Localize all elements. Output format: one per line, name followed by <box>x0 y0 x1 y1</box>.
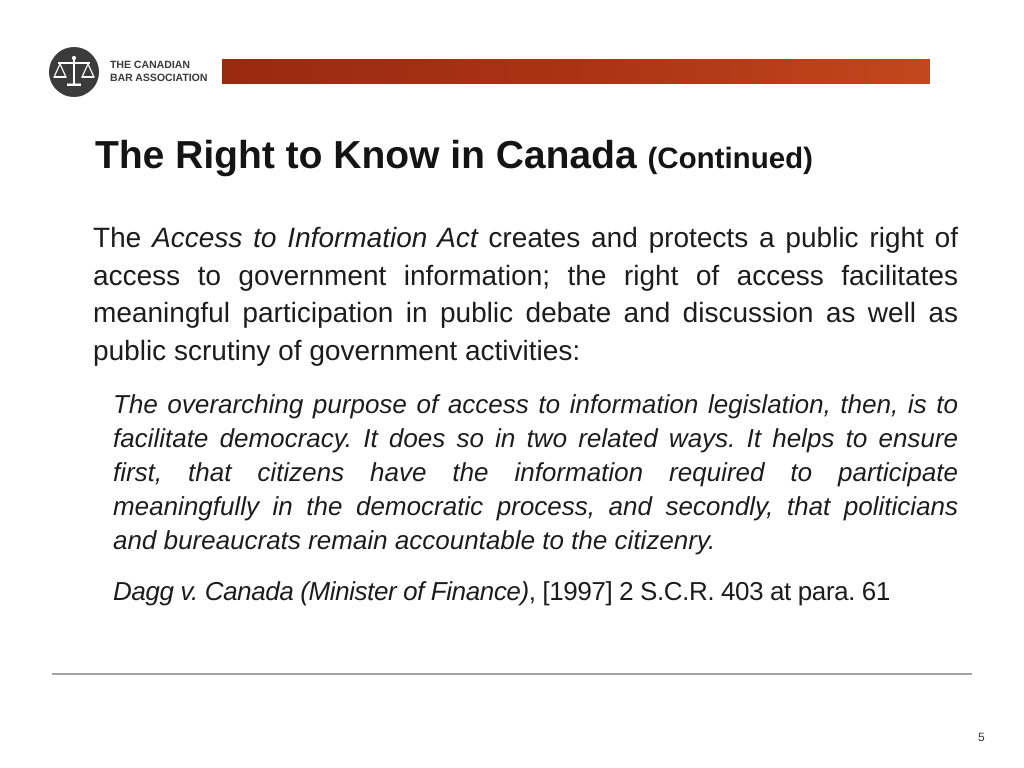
block-quote <box>113 387 958 557</box>
act-title: Access to Information Act <box>152 222 478 253</box>
header-accent-bar <box>222 59 930 84</box>
intro-line-4: public scrutiny of government activities: <box>93 334 581 366</box>
intro-line-2: access to government information; the right of access facilitates <box>93 259 958 291</box>
intro-line-1 <box>93 219 958 257</box>
case-name: Dagg v. Canada (Minister of Finance) <box>113 576 529 606</box>
intro-line-3: meaningful participation in public debate and discussion as well as <box>93 297 958 329</box>
intro-paragraph <box>93 219 958 369</box>
slide-title <box>95 136 813 175</box>
quote-line-1: The overarching purpose of access to information legislation, then, is to <box>113 389 958 419</box>
slide-title-text: The Right to Know in Canada <box>95 134 637 177</box>
organization-name <box>110 59 207 85</box>
quote-line-5: and bureaucrats remain accountable to the citizenry. <box>113 525 716 555</box>
quote-line-4: meaningfully in the democratic process, and secondly, that politicians <box>113 491 958 521</box>
intro-line-1-start: The <box>93 222 153 253</box>
scales-of-justice-icon <box>49 47 99 97</box>
organization-name-line1: THE CANADIAN <box>110 59 190 71</box>
case-citation <box>113 574 958 608</box>
footer-divider <box>52 673 972 675</box>
slide-title-suffix: (Continued) <box>647 142 813 175</box>
quote-line-2: facilitate democracy. It does so in two related ways. It helps to ensure <box>113 423 958 453</box>
page-number: 5 <box>978 730 985 744</box>
intro-line-1-end: creates and protects a public right of <box>477 222 959 253</box>
quote-line-3: first, that citizens have the information required to participate <box>113 457 958 487</box>
case-reference: , [1997] 2 S.C.R. 403 at para. 61 <box>528 576 890 606</box>
organization-name-line2: BAR ASSOCIATION <box>110 72 208 84</box>
